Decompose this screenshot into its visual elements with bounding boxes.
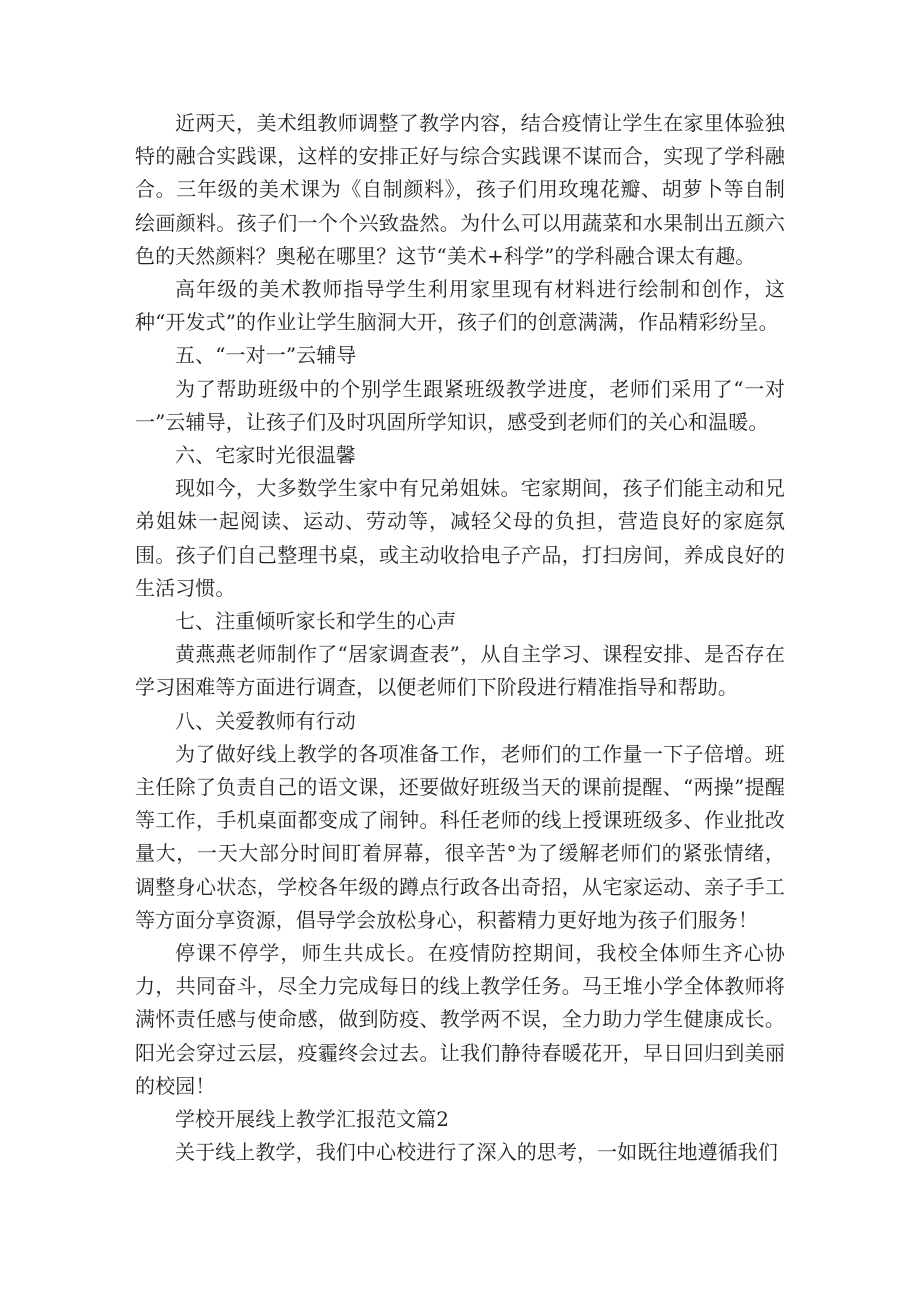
article-title-2: 学校开展线上教学汇报范文篇2 <box>175 1107 450 1132</box>
paragraph-senior-art: 高年级的美术教师指导学生利用家里现有材料进行绘制和创作，这种“开发式”的作业让学生脑洞大开，孩子们的创意满满，作品精彩纷呈。 <box>135 277 785 335</box>
paragraph-art-fusion: 近两天，美术组教师调整了教学内容，结合疫情让学生在家里体验独特的融合实践课，这样的安排正好与综合实践课不谋而合，实现了学科融合。三年级的美术课为《自制颜料》，孩子们用玫瑰花瓣、胡萝卜等自制绘画颜料。孩子们一个个兴致盎然。为什么可以用蔬菜和水果制出五颜六色的天然颜料？奥秘在哪里？这节“美术+科学”的学科融合课太有趣。 <box>135 111 785 268</box>
section-heading-6: 六、宅家时光很温馨 <box>175 443 356 468</box>
paragraph-conclusion: 停课不停学，师生共成长。在疫情防控期间，我校全体师生齐心协力，共同奋斗，尽全力完成每日的线上教学任务。马王堆小学全体教师将满怀责任感与使命感，做到防疫、教学两不误，全力助力学生健康成长。阳光会穿过云层，疫霾终会过去。让我们静待春暖花开，早日回归到美丽的校园！ <box>135 941 785 1098</box>
paragraph-one-on-one: 为了帮助班级中的个别学生跟紧班级教学进度，老师们采用了“一对一”云辅导，让孩子们及时巩固所学知识，感受到老师们的关心和温暖。 <box>135 376 785 434</box>
paragraph-home-time: 现如今，大多数学生家中有兄弟姐妹。宅家期间，孩子们能主动和兄弟姐妹一起阅读、运动、劳动等，减轻父母的负担，营造良好的家庭氛围。孩子们自己整理书桌，或主动收拾电子产品，打扫房间，养成良好的生活习惯。 <box>135 476 785 600</box>
paragraph-teacher-care: 为了做好线上教学的各项准备工作，老师们的工作量一下子倍增。班主任除了负责自己的语文课，还要做好班级当天的课前提醒、“两操”提醒等工作，手机桌面都变成了闹钟。科任老师的线上授课班级多、作业批改量大，一天大部分时间盯着屏幕，很辛苦°为了缓解老师们的紧张情绪，调整身心状态，学校各年级的蹲点行政各出奇招，从宅家运动、亲子手工等方面分享资源，倡导学会放松身心，积蓄精力更好地为孩子们服务！ <box>135 741 785 932</box>
document-body <box>135 107 785 1170</box>
section-heading-5: 五、“一对一”云辅导 <box>175 343 357 368</box>
section-heading-7: 七、注重倾听家长和学生的心声 <box>175 609 457 634</box>
section-heading-8: 八、关爱教师有行动 <box>175 708 356 733</box>
paragraph-survey: 黄燕燕老师制作了“居家调查表”，从自主学习、课程安排、是否存在学习困难等方面进行调查，以便老师们下阶段进行精准指导和帮助。 <box>135 642 785 700</box>
paragraph-article-2-intro: 关于线上教学，我们中心校进行了深入的思考，一如既往地遵循我们 <box>175 1140 778 1165</box>
